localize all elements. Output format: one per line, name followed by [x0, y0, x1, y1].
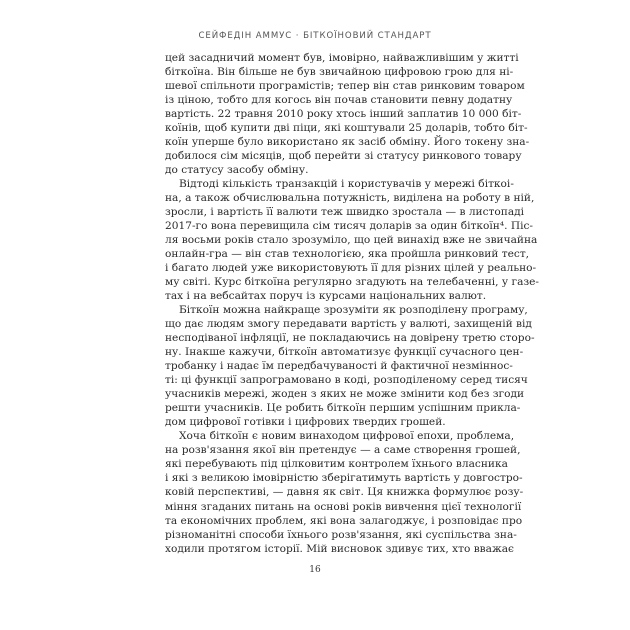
text-line: різноманітні способи їхнього розв'язання, які суспільства зна-: [165, 528, 517, 541]
text-line: Хоча біткоїн є новим винаходом цифрової епохи, проблема,: [179, 430, 515, 443]
text-line: онлайн-гра — він став технологією, яка пройшла ринковий тест,: [165, 248, 530, 261]
text-line: добилося сім місяців, щоб перейти зі статусу ринкового товару: [165, 150, 522, 163]
text-line: Біткоїн можна найкраще зрозуміти як розподілену програму,: [179, 304, 528, 317]
text-line: і які з великою імовірністю зберігатимуть вартість у довгостро-: [165, 472, 523, 485]
text-line: на розв'язання якої він претендує — а саме створення грошей,: [165, 444, 521, 457]
text-line: ковій перспективі, — давня як світ. Ця книжка формулює розу-: [165, 486, 524, 499]
text-line: несподіваної інфляції, не покладаючись на довірену третю сторо-: [165, 332, 535, 345]
text-line: цей засадничий момент був, імовірно, найважливішим у житті: [165, 52, 519, 64]
text-line: і багато людей уже використовують її для різних цілей у реально-: [165, 262, 537, 275]
text-line: шевої спільноти програмістів; тепер він став ринковим товаром: [165, 80, 525, 93]
text-line: міння згаданих питань на основі років вивчення цієї технології: [165, 500, 522, 513]
text-line: зросли, і вартість її валюти теж швидко зростала — в листопаді: [165, 206, 525, 219]
text-line: 2017-го вона перевищила сім тисяч доларів за один біткоїн⁴. Піс-: [165, 220, 533, 233]
paragraph-1: [165, 51, 530, 177]
text-line: коїнів, щоб купити дві піци, які коштували 25 доларів, тобто біт-: [165, 122, 528, 135]
text-line: коїн уперше було використано як засіб обміну. Його токену зна-: [165, 136, 530, 149]
text-line: учасників мережі, жоден з яких не може змінити код без згоди: [165, 388, 525, 401]
text-line: із ціною, тобто для когось він почав становити певну додатну: [165, 94, 513, 107]
text-line: вартість. 22 травня 2010 року хтось інший заплатив 10 000 біт-: [165, 108, 522, 121]
text-line: ті: ці функції запрограмовано в коді, розподіленому серед тисяч: [165, 374, 528, 387]
text-line: ну. Інакше кажучи, біткоїн автоматизує функції сучасного цен-: [165, 346, 524, 359]
text-line: до статусу засобу обміну.: [165, 164, 309, 177]
text-line: що дає людям змогу передавати вартість у валюті, захищеній від: [165, 318, 532, 331]
page-number: 16: [309, 565, 321, 575]
text-line: які перебувають під цілковитим контролем їхнього власника: [165, 458, 508, 471]
paragraph-3: [165, 303, 535, 429]
paragraph-4: [165, 429, 524, 555]
text-line: дом цифрової готівки і цифрових твердих грошей.: [165, 416, 446, 429]
text-line: та економічних проблем, які вона залагоджує, і розповідає про: [165, 514, 523, 527]
text-line: Відтоді кількість транзакцій і користувачів у мережі біткоі-: [179, 178, 514, 191]
text-line: на, а також обчислювальна потужність, виділена на роботу в ній,: [165, 192, 535, 205]
text-line: тах і на вебсайтах поруч із курсами національних валют.: [165, 290, 487, 303]
page-body: [165, 51, 540, 556]
paragraph-2: [165, 177, 540, 303]
text-line: тробанку і надає їм передбачуваності й фактичної незміннос-: [165, 360, 513, 373]
text-line: ля восьми років стало зрозуміло, що цей винахід вже не звичайна: [165, 234, 538, 247]
text-line: ходили протягом історії. Мій висновок здивує тих, хто вважає: [165, 542, 514, 555]
text-line: решти учасників. Це робить біткоїн першим успішним прикла-: [165, 402, 521, 415]
text-line: му світі. Курс біткоїна регулярно згадують на телебаченні, у газе-: [165, 276, 540, 289]
running-header: СЕЙФЕДІН АММУС · БІТКОЇНОВИЙ СТАНДАРТ: [198, 31, 432, 41]
text-line: біткоїна. Він більше не був звичайною цифровою грою для ні-: [165, 66, 514, 79]
